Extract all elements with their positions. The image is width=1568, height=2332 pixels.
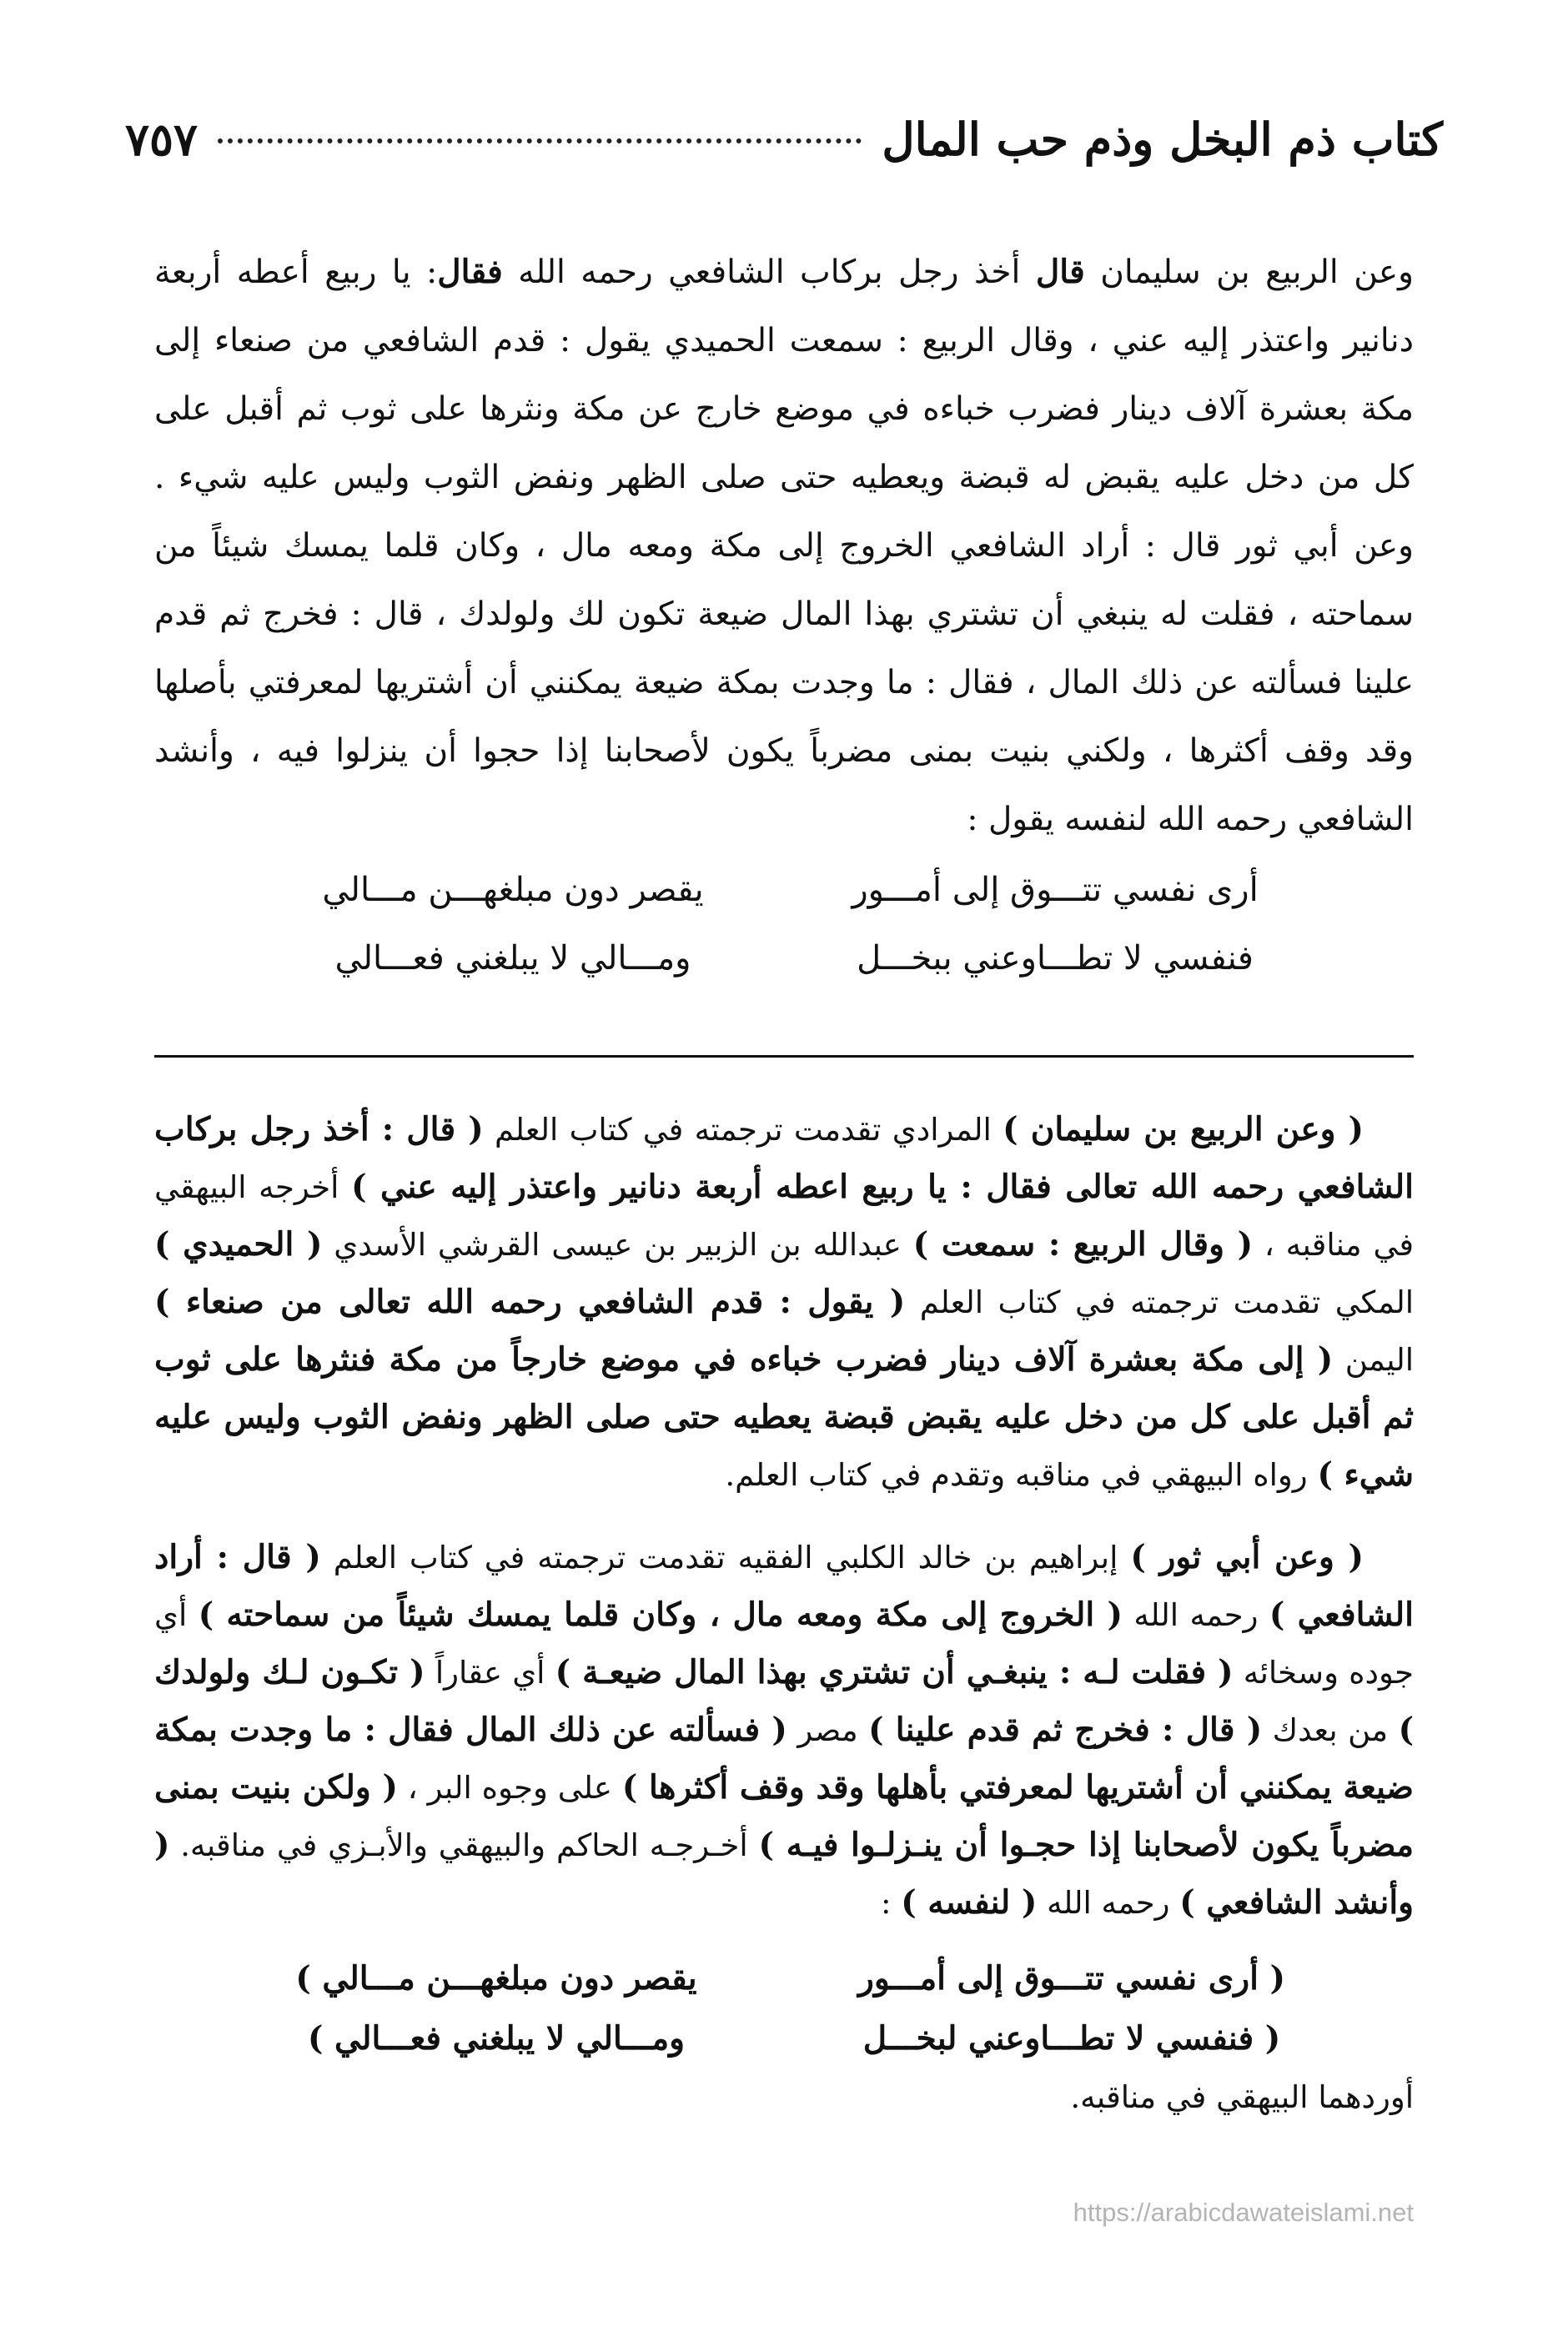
text-span: إبراهيم بن خالد الكلبي الفقيه تقدمت ترجمته في كتاب العلم — [320, 1540, 1131, 1576]
verse-second-half: يقصر دون مبلغهـــن مـــالي ) — [295, 1959, 697, 1998]
text-span: رواه البيهقي في مناقبه وتقدم في كتاب العلم. — [725, 1457, 1318, 1493]
bold-span: ( تكـون لـك ولولدك ) — [154, 1653, 1415, 1749]
text-span: أي عقاراً — [425, 1655, 555, 1691]
bold-span: ( الخروج إلى مكة ومعه مال ، وكان قلما يمسك شيئاً من سماحته ) — [198, 1596, 1123, 1634]
bold-span: ( قال : أراد الشافعي ) — [154, 1538, 1414, 1634]
text-span: اليمن — [1333, 1342, 1414, 1378]
commentary — [154, 1101, 1414, 2126]
bold-span: ( وأنشد الشافعي ) — [154, 1826, 1414, 1922]
bold-span: ( إلى مكة بعشرة آلاف دينار فضرب خباءه في موضع خارجاً من مكة فنثرها على ثوب ثم أقبل على كل من دخل عليه يقبض قبضة يعطيه حتى صلى الظهر ونفض الثوب وليس عليه شيء ) — [154, 1340, 1414, 1494]
running-header — [125, 113, 1443, 188]
poem-verse — [154, 924, 1414, 993]
bold-span: ( فسألته عن ذلك المال فقال : ما وجدت بمكة ضيعة يمكنني أن أشتريها لمعرفتي بأهلها وقد وقف أكثرها ) — [154, 1711, 1415, 1807]
verse-first-half: فنفسي لا تطـــاوعني ببخـــل — [857, 939, 1254, 978]
verse-first-half: ( فنفسي لا تطـــاوعني لبخـــل — [862, 2019, 1281, 2058]
poem-verse — [154, 1948, 1414, 2008]
text-span: أخـرجـه الحاكم والبيهقي والأبـزي في مناقبه. — [169, 1827, 759, 1863]
watermark-url: https://arabicdawateislami.net — [1073, 2198, 1414, 2227]
text-span: على وجوه البر ، — [397, 1770, 622, 1806]
chapter-title: كتاب ذم البخل وذم حب المال — [882, 113, 1443, 166]
verse-second-half: يقصر دون مبلغهـــن مـــالي — [322, 871, 704, 909]
commentary-paragraph — [154, 1101, 1414, 1504]
page-number: ٧٥٧ — [125, 113, 199, 166]
bold-span: ( قال : أخذ رجل بركاب الشافعي رحمه الله تعالى فقال : يا ربيع اعطه أربعة دنانير واعتذر إليه عني ) — [154, 1110, 1414, 1206]
bold-span: ( قال : فخرج ثم قدم علينا ) — [868, 1711, 1263, 1749]
commentary-paragraph — [154, 1529, 1414, 1932]
bold-span: ( وقال الربيع : سمعت ) — [912, 1225, 1254, 1264]
bold-span: ( يقول : قدم الشافعي رحمه الله تعالى من صنعاء ) — [154, 1283, 906, 1321]
text-span: أخرجه البيهقي في مناقبه ، — [154, 1169, 1415, 1263]
verse-first-half: ( أرى نفسي تتـــوق إلى أمـــور — [858, 1959, 1285, 1998]
verse-second-half: ومـــالي لا يبلغني فعـــالي — [334, 939, 691, 978]
bold-span: ( لنفسه ) — [901, 1883, 1038, 1922]
bold-span: ( وعن أبي ثور ) — [1130, 1538, 1364, 1576]
text-span: من بعدك — [1262, 1712, 1399, 1748]
bold-span: ( فقلت لـه : ينبغـي أن تشتري بهذا المال ضيعـة ) — [555, 1653, 1234, 1691]
bold-span: قال — [1035, 253, 1085, 291]
commentary-poem — [154, 1948, 1414, 2068]
dotted-leader — [218, 138, 862, 143]
closing-note: أوردهما البيهقي في مناقبه. — [1070, 2079, 1414, 2115]
text-span: وعن الربيع بن سليمان — [1084, 254, 1414, 291]
text-span: أي جوده وسخائه — [154, 1597, 1414, 1691]
verse-first-half: أرى نفسي تتـــوق إلى أمـــور — [852, 871, 1259, 909]
poem — [154, 856, 1414, 993]
main-text — [154, 238, 1414, 993]
text-span: : — [880, 1885, 902, 1921]
bold-span: ( وعن الربيع بن سليمان ) — [1003, 1110, 1364, 1148]
poem-verse — [154, 856, 1414, 924]
text-span: عبدالله بن الزبير بن عيسى القرشي الأسدي — [322, 1227, 913, 1263]
bold-span: ( ولكن بنيت بمنى مضرباً يكون لأصحابنا إذا حجـوا أن ينـزلـوا فيـه ) — [154, 1768, 1415, 1864]
text-span: رحمه الله — [1122, 1597, 1269, 1633]
verse-second-half: ومـــالي لا يبلغني فعـــالي ) — [308, 2019, 685, 2058]
text-span: : يا ربيع أعطه أربعة دنانير واعتذر إليه عني ، وقال الربيع : سمعت الحميدي يقول : قدم الشافعي من صنعاء إلى مكة بعشرة آلاف دينار فضرب خباءه في موضع خارج عن مكة ونثرها على ثوب ثم أقبل على كل من دخل عليه يقبض له قبضة ويعطيه حتى صلى الظهر ونفض الثوب وليس عليه شيء . وعن أبي ثور قال : أراد الشافعي الخروج إلى مكة ومعه مال ، وكان قلما يمسك شيئاً من سماحته ، فقلت له ينبغي أن تشتري بهذا المال ضيعة تكون لك ولولدك ، قال : فخرج ثم قدم علينا فسألته عن ذلك المال ، فقال : ما وجدت بمكة ضيعة يمكنني أن أشتريها لمعرفتي بأصلها وقد وقف أكثرها ، ولكني بنيت بمنى مضرباً يكون لأصحابنا إذا حجوا أن ينزلوا فيه ، وأنشد الشافعي رحمه الله لنفسه يقول : — [154, 254, 1414, 838]
text-span: أخذ رجل بركاب الشافعي رحمه الله — [502, 254, 1036, 291]
poem-verse — [154, 2008, 1414, 2068]
text-span: رحمه الله — [1037, 1885, 1180, 1921]
text-span: المكي تقدمت ترجمته في كتاب العلم — [905, 1284, 1414, 1320]
text-span: المرادي تقدمت ترجمته في كتاب العلم — [483, 1112, 1003, 1148]
bold-span: فقال — [437, 253, 503, 291]
bold-span: ( الحميدي ) — [154, 1225, 323, 1264]
text-span: مصر — [787, 1712, 869, 1748]
main-paragraph — [154, 238, 1414, 854]
footnote-divider — [154, 1055, 1414, 1058]
